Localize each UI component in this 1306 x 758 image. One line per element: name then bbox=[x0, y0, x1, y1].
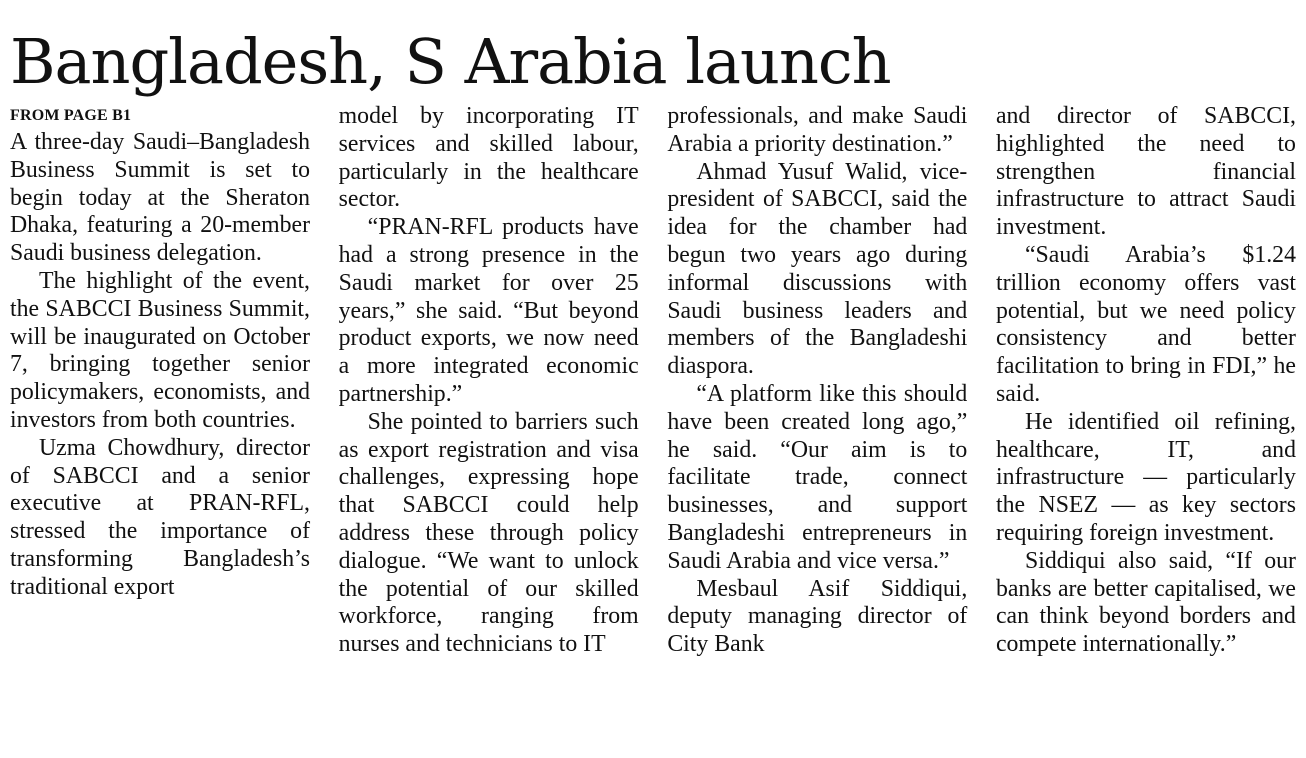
paragraph: She pointed to barriers such as export registration and visa challenges, expressing hope that SABCCI could help address these through policy dialogue. “We want to unlock the potential of our skilled workforce, ranging from nurses and technicians to IT bbox=[338, 408, 639, 658]
column-2 bbox=[339, 103, 639, 659]
kicker: FROM PAGE B1 bbox=[10, 107, 132, 124]
paragraph: “A platform like this should have been created long ago,” he said. “Our aim is to facilitate trade, connect businesses, and support Bangladeshi entrepreneurs in Saudi Arabia and vice versa.” bbox=[667, 380, 968, 574]
paragraph: “Saudi Arabia’s $1.24 trillion economy offers vast potential, but we need policy consistency and better facilitation to bring in FDI,” he said. bbox=[995, 241, 1296, 407]
paragraph: Ahmad Yusuf Walid, vice-president of SABCCI, said the idea for the chamber had begun two years ago during informal discussions with Saudi business leaders and members of the Bangladeshi diaspora. bbox=[667, 158, 968, 380]
paragraph: Uzma Chowdhury, director of SABCCI and a senior executive at PRAN-RFL, stressed the importance of transforming Bangladesh’s traditional export bbox=[10, 434, 310, 600]
paragraph: He identified oil refining, healthcare, IT, and infrastructure — particularly the NSEZ — as key sectors requiring foreign investment. bbox=[995, 408, 1296, 546]
headline: Bangladesh, S Arabia launch bbox=[10, 25, 891, 98]
paragraph: and director of SABCCI, highlighted the need to strengthen financial infrastructure to attract Saudi investment. bbox=[995, 103, 1296, 241]
paragraph: Siddiqui also said, “If our banks are better capitalised, we can think beyond borders and compete internationally.” bbox=[995, 547, 1296, 658]
paragraph: professionals, and make Saudi Arabia a priority destination.” bbox=[667, 103, 968, 157]
paragraph: Mesbaul Asif Siddiqui, deputy managing director of City Bank bbox=[667, 575, 968, 658]
column-3 bbox=[667, 103, 967, 659]
column-1 bbox=[10, 103, 310, 659]
column-4 bbox=[996, 103, 1296, 659]
article-body bbox=[10, 103, 1296, 659]
paragraph: A three-day Saudi–Bangladesh Business Summit is set to begin today at the Sheraton Dhaka, featuring a 20-member Saudi business delegation. bbox=[10, 129, 310, 267]
paragraph: “PRAN-RFL products have had a strong presence in the Saudi market for over 25 years,” she said. “But beyond product exports, we now need a more integrated economic partnership.” bbox=[338, 214, 639, 407]
paragraph: The highlight of the event, the SABCCI Business Summit, will be inaugurated on October 7, bringing together senior policymakers, economists, and investors from both countries. bbox=[10, 267, 310, 433]
paragraph: model by incorporating IT services and skilled labour, particularly in the healthcare sector. bbox=[338, 103, 639, 213]
